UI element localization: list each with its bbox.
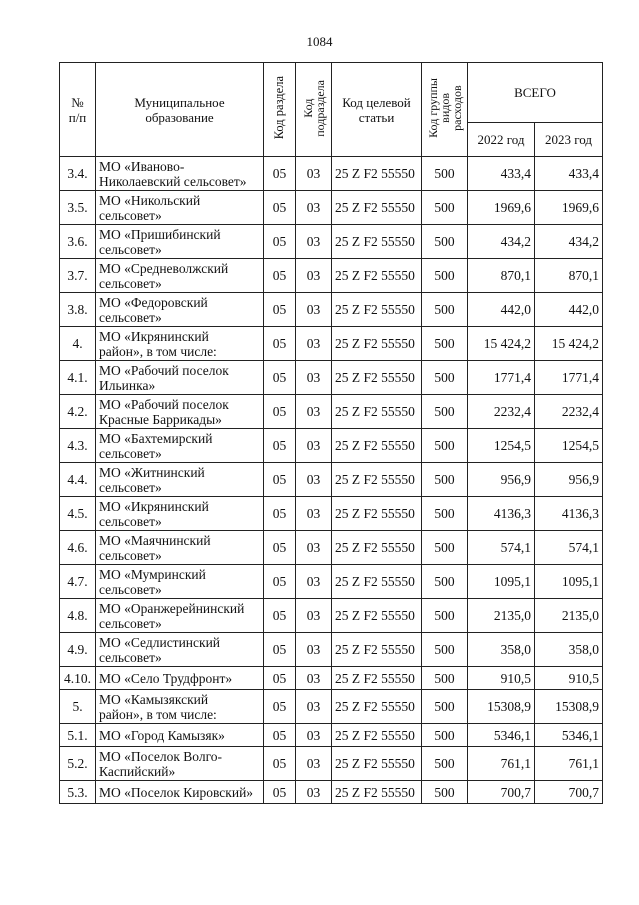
table-body [60, 157, 603, 804]
municipality-name: МО «Мумринский сельсовет» [96, 565, 264, 599]
section-code: 05 [264, 599, 296, 633]
row-number: 4.5. [60, 497, 96, 531]
target-code: 25 Z F2 55550 [332, 781, 422, 804]
subsection-code: 03 [296, 259, 332, 293]
amount-2022: 15308,9 [468, 690, 535, 724]
target-code: 25 Z F2 55550 [332, 429, 422, 463]
row-number: 4.3. [60, 429, 96, 463]
subsection-code: 03 [296, 157, 332, 191]
amount-2022: 761,1 [468, 747, 535, 781]
table-row [60, 531, 603, 565]
amount-2023: 761,1 [535, 747, 603, 781]
amount-2023: 2232,4 [535, 395, 603, 429]
amount-2023: 358,0 [535, 633, 603, 667]
table-row [60, 293, 603, 327]
municipality-name: МО «Федоровский сельсовет» [96, 293, 264, 327]
table-row [60, 747, 603, 781]
target-code: 25 Z F2 55550 [332, 293, 422, 327]
amount-2023: 5346,1 [535, 724, 603, 747]
row-number: 3.7. [60, 259, 96, 293]
amount-2022: 433,4 [468, 157, 535, 191]
header-total: ВСЕГО [468, 63, 603, 123]
subsection-code: 03 [296, 361, 332, 395]
table-row [60, 225, 603, 259]
section-code: 05 [264, 747, 296, 781]
expense-group-code: 500 [422, 259, 468, 293]
header-subsection-label: Код подраздела [300, 79, 327, 137]
section-code: 05 [264, 497, 296, 531]
expense-group-code: 500 [422, 497, 468, 531]
expense-group-code: 500 [422, 191, 468, 225]
municipality-name: МО «Оранжерейнинский сельсовет» [96, 599, 264, 633]
target-code: 25 Z F2 55550 [332, 667, 422, 690]
municipality-name: МО «Икрянинский район», в том числе: [96, 327, 264, 361]
section-code: 05 [264, 225, 296, 259]
subsection-code: 03 [296, 225, 332, 259]
municipality-name: МО «Село Трудфронт» [96, 667, 264, 690]
header-section-label: Код раздела [272, 76, 286, 140]
section-code: 05 [264, 565, 296, 599]
table-row [60, 463, 603, 497]
amount-2023: 15308,9 [535, 690, 603, 724]
amount-2022: 434,2 [468, 225, 535, 259]
amount-2022: 1969,6 [468, 191, 535, 225]
section-code: 05 [264, 633, 296, 667]
amount-2023: 956,9 [535, 463, 603, 497]
municipality-name: МО «Поселок Кировский» [96, 781, 264, 804]
row-number: 3.4. [60, 157, 96, 191]
target-code: 25 Z F2 55550 [332, 463, 422, 497]
table-row [60, 599, 603, 633]
amount-2023: 910,5 [535, 667, 603, 690]
amount-2022: 1254,5 [468, 429, 535, 463]
amount-2022: 5346,1 [468, 724, 535, 747]
municipality-name: МО «Пришибинский сельсовет» [96, 225, 264, 259]
amount-2022: 910,5 [468, 667, 535, 690]
amount-2023: 700,7 [535, 781, 603, 804]
section-code: 05 [264, 191, 296, 225]
table-row [60, 633, 603, 667]
amount-2022: 956,9 [468, 463, 535, 497]
section-code: 05 [264, 463, 296, 497]
subsection-code: 03 [296, 633, 332, 667]
row-number: 4.10. [60, 667, 96, 690]
section-code: 05 [264, 361, 296, 395]
section-code: 05 [264, 327, 296, 361]
table-row [60, 191, 603, 225]
municipality-name: МО «Поселок Волго- Каспийский» [96, 747, 264, 781]
table-row [60, 429, 603, 463]
municipality-name: МО «Бахтемирский сельсовет» [96, 429, 264, 463]
target-code: 25 Z F2 55550 [332, 191, 422, 225]
row-number: 4.7. [60, 565, 96, 599]
subsection-code: 03 [296, 690, 332, 724]
expense-group-code: 500 [422, 565, 468, 599]
row-number: 5. [60, 690, 96, 724]
target-code: 25 Z F2 55550 [332, 747, 422, 781]
section-code: 05 [264, 690, 296, 724]
target-code: 25 Z F2 55550 [332, 361, 422, 395]
subsection-code: 03 [296, 599, 332, 633]
amount-2023: 4136,3 [535, 497, 603, 531]
amount-2023: 15 424,2 [535, 327, 603, 361]
expense-group-code: 500 [422, 633, 468, 667]
table-row [60, 327, 603, 361]
expense-group-code: 500 [422, 599, 468, 633]
row-number: 3.5. [60, 191, 96, 225]
amount-2022: 870,1 [468, 259, 535, 293]
expense-group-code: 500 [422, 395, 468, 429]
subsection-code: 03 [296, 747, 332, 781]
target-code: 25 Z F2 55550 [332, 497, 422, 531]
expense-group-code: 500 [422, 724, 468, 747]
row-number: 4. [60, 327, 96, 361]
amount-2023: 442,0 [535, 293, 603, 327]
subsection-code: 03 [296, 463, 332, 497]
amount-2023: 434,2 [535, 225, 603, 259]
section-code: 05 [264, 293, 296, 327]
target-code: 25 Z F2 55550 [332, 395, 422, 429]
subsection-code: 03 [296, 724, 332, 747]
amount-2022: 574,1 [468, 531, 535, 565]
amount-2023: 1254,5 [535, 429, 603, 463]
amount-2022: 15 424,2 [468, 327, 535, 361]
expense-group-code: 500 [422, 327, 468, 361]
subsection-code: 03 [296, 497, 332, 531]
target-code: 25 Z F2 55550 [332, 690, 422, 724]
amount-2023: 870,1 [535, 259, 603, 293]
amount-2022: 1771,4 [468, 361, 535, 395]
municipality-name: МО «Никольский сельсовет» [96, 191, 264, 225]
subsection-code: 03 [296, 327, 332, 361]
expense-group-code: 500 [422, 781, 468, 804]
table-row [60, 157, 603, 191]
row-number: 4.4. [60, 463, 96, 497]
amount-2022: 4136,3 [468, 497, 535, 531]
header-group-label: Код группы видов расходов [425, 78, 464, 138]
amount-2023: 1969,6 [535, 191, 603, 225]
expense-group-code: 500 [422, 225, 468, 259]
section-code: 05 [264, 667, 296, 690]
table-row [60, 781, 603, 804]
header-year-2023: 2023 год [535, 123, 603, 157]
section-code: 05 [264, 781, 296, 804]
expense-group-code: 500 [422, 293, 468, 327]
header-target: Код целевой статьи [332, 63, 422, 157]
amount-2022: 700,7 [468, 781, 535, 804]
row-number: 5.3. [60, 781, 96, 804]
municipality-name: МО «Рабочий поселок Красные Баррикады» [96, 395, 264, 429]
subsection-code: 03 [296, 781, 332, 804]
section-code: 05 [264, 429, 296, 463]
amount-2023: 433,4 [535, 157, 603, 191]
subsection-code: 03 [296, 531, 332, 565]
expense-group-code: 500 [422, 747, 468, 781]
amount-2022: 1095,1 [468, 565, 535, 599]
municipality-name: МО «Город Камызяк» [96, 724, 264, 747]
row-number: 5.2. [60, 747, 96, 781]
row-number: 3.6. [60, 225, 96, 259]
row-number: 4.6. [60, 531, 96, 565]
page-number: 1084 [306, 34, 333, 49]
header-num: № п/п [60, 63, 96, 157]
amount-2023: 2135,0 [535, 599, 603, 633]
target-code: 25 Z F2 55550 [332, 327, 422, 361]
target-code: 25 Z F2 55550 [332, 531, 422, 565]
amount-2022: 2135,0 [468, 599, 535, 633]
amount-2022: 2232,4 [468, 395, 535, 429]
municipality-name: МО «Икрянинский сельсовет» [96, 497, 264, 531]
table-row [60, 565, 603, 599]
municipality-name: МО «Житнинский сельсовет» [96, 463, 264, 497]
amount-2022: 442,0 [468, 293, 535, 327]
expense-group-code: 500 [422, 690, 468, 724]
target-code: 25 Z F2 55550 [332, 724, 422, 747]
header-subsection [296, 63, 332, 157]
municipality-name: МО «Иваново- Николаевский сельсовет» [96, 157, 264, 191]
expense-group-code: 500 [422, 361, 468, 395]
amount-2023: 1771,4 [535, 361, 603, 395]
target-code: 25 Z F2 55550 [332, 565, 422, 599]
header-year-2022: 2022 год [468, 123, 535, 157]
budget-table [59, 62, 603, 804]
expense-group-code: 500 [422, 463, 468, 497]
section-code: 05 [264, 259, 296, 293]
target-code: 25 Z F2 55550 [332, 599, 422, 633]
amount-2022: 358,0 [468, 633, 535, 667]
header-group [422, 63, 468, 157]
table-row [60, 724, 603, 747]
expense-group-code: 500 [422, 667, 468, 690]
section-code: 05 [264, 724, 296, 747]
subsection-code: 03 [296, 191, 332, 225]
table-row [60, 690, 603, 724]
section-code: 05 [264, 395, 296, 429]
amount-2023: 1095,1 [535, 565, 603, 599]
row-number: 5.1. [60, 724, 96, 747]
municipality-name: МО «Средневолжский сельсовет» [96, 259, 264, 293]
target-code: 25 Z F2 55550 [332, 157, 422, 191]
municipality-name: МО «Седлистинский сельсовет» [96, 633, 264, 667]
row-number: 4.9. [60, 633, 96, 667]
subsection-code: 03 [296, 395, 332, 429]
target-code: 25 Z F2 55550 [332, 225, 422, 259]
table-row [60, 497, 603, 531]
subsection-code: 03 [296, 293, 332, 327]
row-number: 4.2. [60, 395, 96, 429]
table-row [60, 395, 603, 429]
target-code: 25 Z F2 55550 [332, 259, 422, 293]
table-row [60, 667, 603, 690]
amount-2023: 574,1 [535, 531, 603, 565]
subsection-code: 03 [296, 565, 332, 599]
row-number: 4.1. [60, 361, 96, 395]
header-section [264, 63, 296, 157]
table-row [60, 259, 603, 293]
municipality-name: МО «Камызякский район», в том числе: [96, 690, 264, 724]
section-code: 05 [264, 531, 296, 565]
table-row [60, 361, 603, 395]
row-number: 4.8. [60, 599, 96, 633]
subsection-code: 03 [296, 667, 332, 690]
expense-group-code: 500 [422, 429, 468, 463]
row-number: 3.8. [60, 293, 96, 327]
header-name: Муниципальное образование [96, 63, 264, 157]
municipality-name: МО «Рабочий поселок Ильинка» [96, 361, 264, 395]
municipality-name: МО «Маячнинский сельсовет» [96, 531, 264, 565]
subsection-code: 03 [296, 429, 332, 463]
section-code: 05 [264, 157, 296, 191]
expense-group-code: 500 [422, 157, 468, 191]
target-code: 25 Z F2 55550 [332, 633, 422, 667]
expense-group-code: 500 [422, 531, 468, 565]
